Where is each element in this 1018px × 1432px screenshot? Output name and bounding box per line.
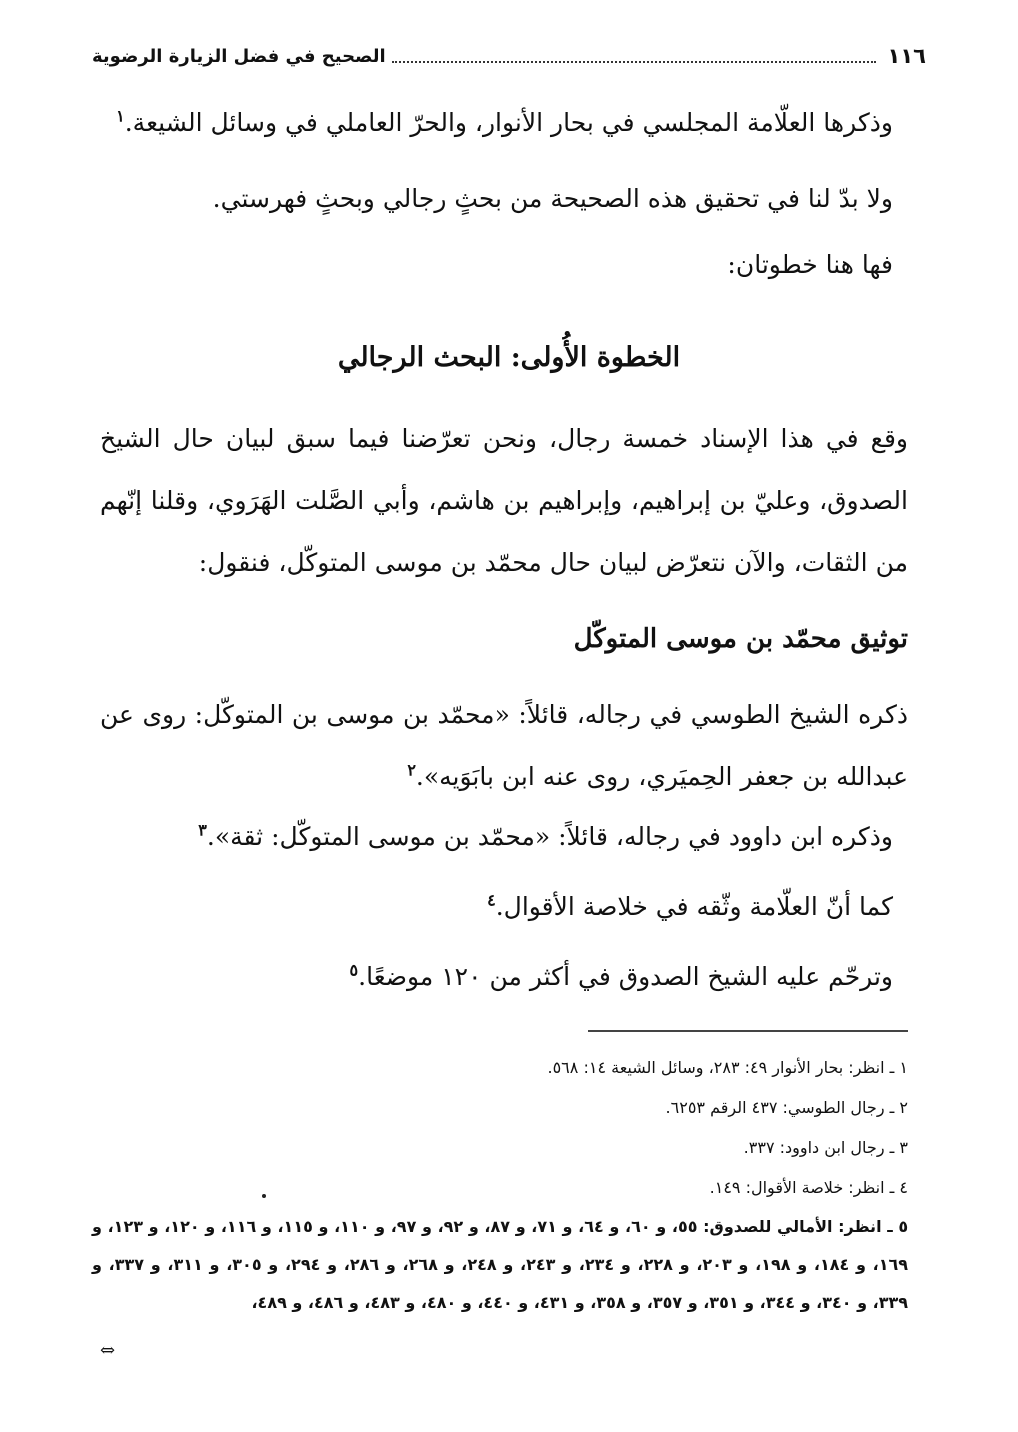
paragraph-2: ولا بدّ لنا في تحقيق هذه الصحيحة من بحثٍ رجالي وبحثٍ فهرستي. bbox=[212, 184, 893, 213]
stray-dot bbox=[262, 1194, 266, 1198]
section-heading: الخطوة الأُولى: البحث الرجالي bbox=[337, 342, 681, 373]
footnote-ref-1[interactable]: ١ bbox=[116, 106, 125, 126]
paragraph-4: وقع في هذا الإسناد خمسة رجال، ونحن تعرّضنا فيما سبق لبيان حال الشيخ الصدوق، وعليّ بن إبراهيم، وإبراهيم بن هاشم، وأبي الصَّلت الهَرَوي، وقلنا إنّهم من الثقات، والآن نتعرّض لبيان حال محمّد بن موسى المتوكّل، فنقول: bbox=[100, 424, 908, 577]
paragraph-7-text: كما أنّ العلّامة وثّقه في خلاصة الأقوال. bbox=[495, 892, 893, 921]
subsection-heading: توثيق محمّد بن موسى المتوكّل bbox=[573, 624, 908, 654]
footnote-ref-4[interactable]: ٤ bbox=[487, 890, 496, 910]
paragraph-8-text: وترحّم عليه الشيخ الصدوق في أكثر من ١٢٠ موضعًا. bbox=[358, 962, 893, 991]
paragraph-1 bbox=[100, 92, 893, 154]
page-header bbox=[92, 38, 926, 74]
footnote-ref-3[interactable]: ٣ bbox=[198, 820, 207, 840]
footnote-4: ٤ ـ انظر: خلاصة الأقوال: ١٤٩. bbox=[709, 1178, 908, 1197]
header-leader-dots bbox=[392, 61, 876, 63]
paragraph-8 bbox=[100, 946, 893, 1008]
footnote-separator bbox=[588, 1030, 908, 1032]
paragraph-5 bbox=[100, 684, 908, 808]
continuation-arrow-icon: ⇔ bbox=[100, 1340, 116, 1361]
footnote-ref-2[interactable]: ٢ bbox=[407, 760, 416, 780]
paragraph-5-text: ذكره الشيخ الطوسي في رجاله، قائلاً: «محمّد بن موسى بن المتوكّل: روى عن عبدالله بن جعفر الحِميَري، روى عنه ابن بابَوَيه». bbox=[100, 700, 908, 791]
footnote-3: ٣ ـ رجال ابن داوود: ٣٣٧. bbox=[743, 1138, 908, 1157]
paragraph-3: فها هنا خطوتان: bbox=[727, 250, 893, 279]
paragraph-7 bbox=[100, 876, 893, 938]
footnote-ref-5[interactable]: ٥ bbox=[349, 960, 359, 980]
footnote-5: ٥ ـ انظر: الأمالي للصدوق: ٥٥، و ٦٠، و ٦٤، و ٧١، و ٨٧، و ٩٢، و ٩٧، و ١١٠، و ١١٥، و ١١٦، و ١٢٠، و ١٢٣، و ١٦٩، و ١٨٤، و ١٩٨، و ٢٠٣، و ٢٢٨، و ٢٣٤، و ٢٤٣، و ٢٤٨، و ٢٦٨، و ٢٨٦، و ٢٩٤، و ٣٠٥، و ٣١١، و ٣٣٧، و ٣٣٩، و ٣٤٠، و ٣٤٤، و ٣٥١، و ٣٥٧، و ٣٥٨، و ٤٣١، و ٤٤٠، و ٤٨٠، و ٤٨٣، و ٤٨٦، و ٤٨٩، bbox=[92, 1217, 909, 1312]
running-title: الصحيح في فضل الزيارة الرضوية bbox=[92, 45, 386, 67]
footnote-1: ١ ـ انظر: بحار الأنوار ٤٩: ٢٨٣، وسائل الشيعة ١٤: ٥٦٨. bbox=[547, 1058, 908, 1077]
paragraph-6-text: وذكره ابن داوود في رجاله، قائلاً: «محمّد بن موسى المتوكّل: ثقة». bbox=[206, 822, 893, 851]
page-number: ١١٦ bbox=[887, 44, 926, 68]
footnote-2: ٢ ـ رجال الطوسي: ٤٣٧ الرقم ٦٢٥٣. bbox=[665, 1098, 908, 1117]
paragraph-1-text: وذكرها العلّامة المجلسي في بحار الأنوار، والحرّ العاملي في وسائل الشيعة. bbox=[124, 108, 893, 137]
paragraph-6 bbox=[100, 806, 893, 868]
